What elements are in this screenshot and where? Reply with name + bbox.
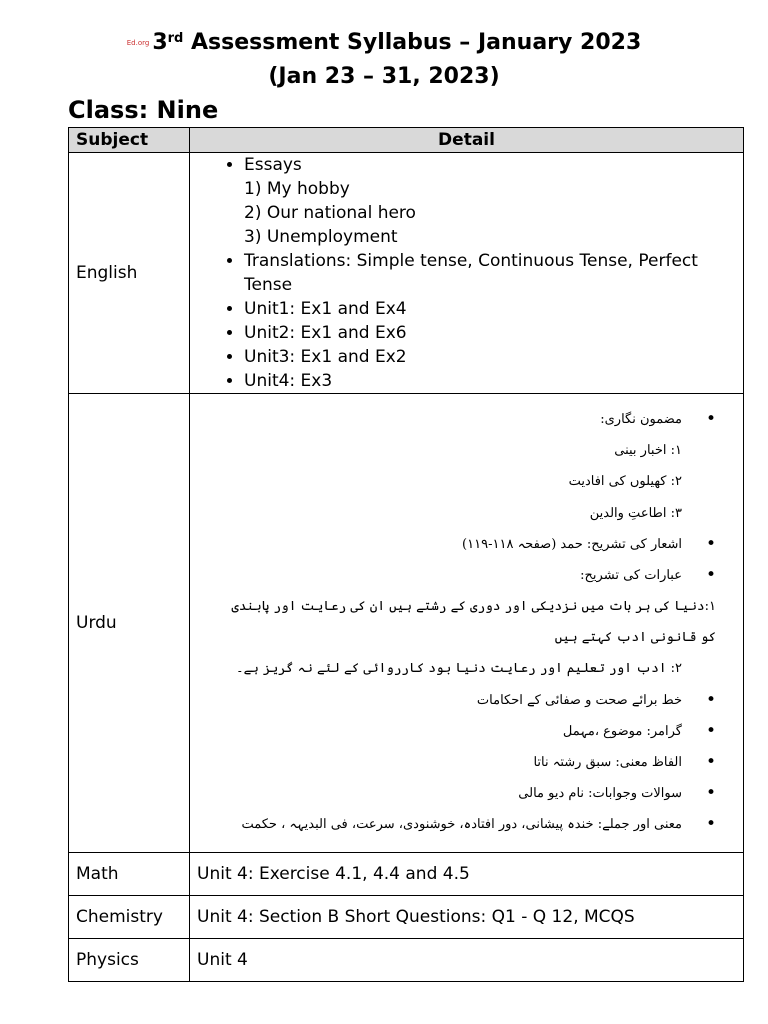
title-text: Assessment Syllabus – January 2023 [183,30,642,55]
urdu-essay-item: ۳: اطاعتِ والدین [589,505,682,521]
detail-math: Unit 4: Exercise 4.1, 4.4 and 4.5 [190,853,744,896]
subject-column-header: Subject [69,128,190,153]
list-item: • Translations: Simple tense, Continuous Tense, Perfect Tense [244,249,736,297]
subject-english: English [69,153,190,394]
english-topic-list [197,153,736,393]
assessment-dates: (Jan 23 – 31, 2023) [268,64,500,89]
list-item: • اشعار کی تشریح: حمد (صفحہ ۱۱۸-۱۱۹) [205,529,716,560]
list-item: • Unit2: Ex1 and Ex6 [244,321,736,345]
urdu-essay-item: ۱: اخبار بینی [614,442,682,458]
detail-english [190,153,744,394]
title-superscript: rd [167,31,184,46]
list-item: • سوالات وجوابات: نام دیو مالی [205,778,716,809]
detail-column-header: Detail [190,128,744,153]
school-logo: Ed.org [126,39,150,47]
list-item: • Unit4: Ex3 [244,369,736,393]
essay-item: 1) My hobby [244,179,350,199]
class-label: Class: Nine [68,96,219,124]
detail-physics: Unit 4 [190,939,744,982]
essay-item: 2) Our national hero [244,203,416,223]
subject-urdu: Urdu [69,394,190,853]
table-row-english [69,153,744,394]
urdu-essay-item: ۲: کھیلوں کی افادیت [568,474,682,489]
table-row-physics [69,939,744,982]
table-row-urdu [69,394,744,853]
list-item: • معنی اور جملے: خندہ پیشانی، دور افتادہ، خوشنودی، سرعت، فی البدیہہ ، حکمت [205,809,716,840]
subject-math: Math [69,853,190,896]
table-row-chemistry [69,896,744,939]
subject-chemistry: Chemistry [69,896,190,939]
urdu-prose-item: ۱:دنیا کی ہر بات میں نزدیکی اور دوری کے رشتے ہیں ان کی رعایت اور پابندی کو قانونی ادب کہتے ہیں [231,599,716,645]
list-item: • خط برائے صحت و صفائی کے احکامات [205,685,716,716]
syllabus-table [68,127,744,982]
essay-item: 3) Unemployment [244,227,398,247]
urdu-prose-item: ۲: ادب اور تعلیم اور رعایت دنیا بود کارروائی کے لئے نہ گریز ہے۔ [236,661,682,676]
list-item: • Unit3: Ex1 and Ex2 [244,345,736,369]
table-row-math [69,853,744,896]
detail-chemistry: Unit 4: Section B Short Questions: Q1 - Q 12, MCQS [190,896,744,939]
essays-label: Essays [244,155,302,175]
detail-urdu [190,394,744,853]
list-item: • Unit1: Ex1 and Ex4 [244,297,736,321]
urdu-topic-list [197,401,736,846]
list-item: • الفاظ معنی: سبق رشتہ ناتا [205,747,716,778]
list-item: • عبارات کی تشریح: [205,560,716,591]
list-item: • گرامر: موضوع ،مہمل [205,716,716,747]
page-title [0,29,768,57]
list-item: • مضمون نگاری: [205,404,716,435]
list-item [244,153,736,249]
table-header-row [69,128,744,153]
title-prefix: 3 [152,30,168,55]
subject-physics: Physics [69,939,190,982]
